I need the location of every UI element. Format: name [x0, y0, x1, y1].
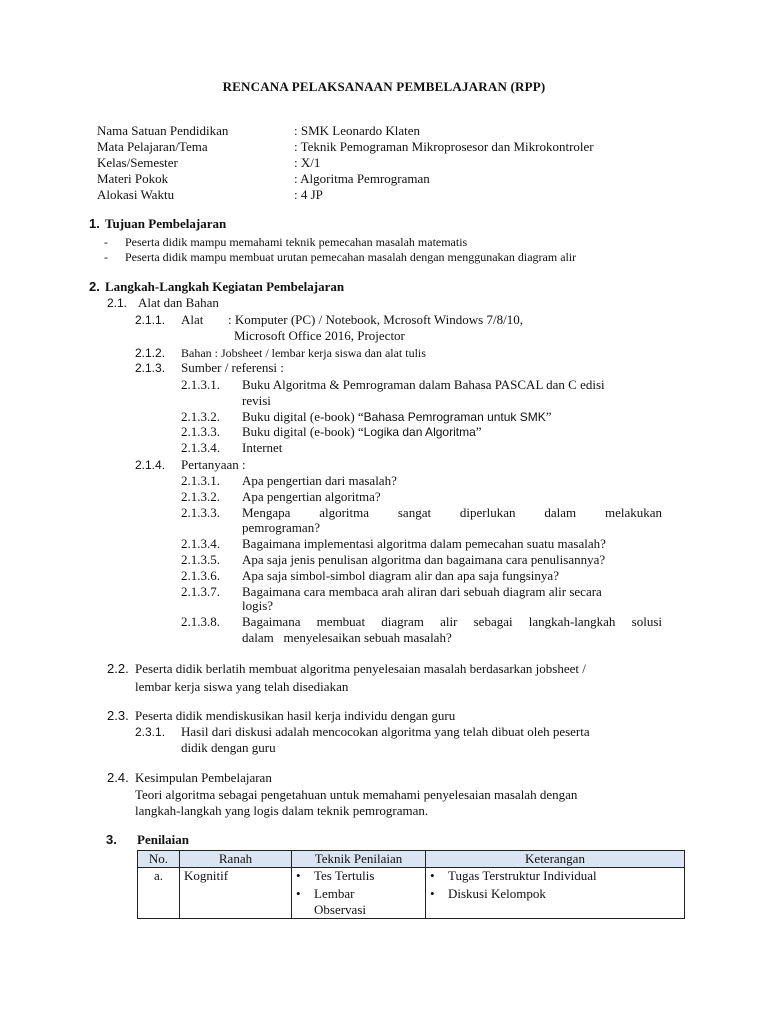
section231-line-1: Hasil dari diskusi adalah mencocokan algoritma yang telah dibuat oleh peserta: [181, 724, 590, 739]
sumber-3-title: Logika dan Algoritma: [363, 425, 476, 439]
cell-ranah: Kognitif: [180, 868, 292, 919]
pertanyaan-7-line-2: logis?: [242, 598, 274, 613]
bullet-icon: •: [296, 886, 301, 901]
pertanyaan-7-number: 2.1.3.7.: [181, 584, 220, 599]
cell-teknik: [292, 868, 426, 919]
alat-line-1: : Komputer (PC) / Notebook, Mcrosoft Windows 7/8/10,: [228, 312, 523, 327]
sumber-2-title: Bahasa Pemrograman untuk SMK: [363, 410, 546, 424]
pertanyaan-8-line-2: dalam menyelesaikan sebuah masalah?: [242, 630, 452, 645]
sumber-3-text: [242, 424, 482, 440]
pertanyaan-5-number: 2.1.3.5.: [181, 552, 220, 567]
section24-line-1: Kesimpulan Pembelajaran: [135, 770, 272, 785]
pertanyaan-7-line-1: Bagaimana cara membaca arah aliran dari sebuah diagram alir secara: [242, 584, 602, 599]
bullet-icon: •: [430, 868, 435, 883]
pertanyaan-number: 2.1.4.: [135, 458, 166, 472]
sumber-number: 2.1.3.: [135, 361, 166, 375]
pertanyaan-1-text: Apa pengertian dari masalah?: [242, 473, 397, 488]
sumber-2-pre: Buku digital (e-book) “: [242, 409, 364, 424]
pertanyaan-5-text: Apa saja jenis penulisan algoritma dan bagaimana cara penulisannya?: [242, 552, 606, 567]
pertanyaan-3-number: 2.1.3.3.: [181, 505, 220, 520]
keterangan-item-2: [430, 886, 680, 902]
section22-number: 2.2.: [107, 661, 129, 676]
section1-number: 1.: [89, 216, 100, 231]
sumber-text: Sumber / referensi :: [181, 360, 284, 375]
sumber-2-text: [242, 409, 552, 425]
table-row: [138, 868, 685, 919]
alat-number: 2.1.1.: [135, 313, 166, 327]
section231-number: 2.3.1.: [135, 725, 166, 739]
assessment-table: [137, 850, 685, 919]
bullet-icon: •: [296, 868, 301, 883]
identity-label-class: Kelas/Semester: [97, 155, 178, 170]
pertanyaan-text: Pertanyaan :: [181, 457, 246, 472]
identity-value-class: : X/1: [294, 155, 321, 170]
section22-line-2: lembar kerja siswa yang telah disediakan: [135, 679, 349, 694]
section1-item-2: Peserta didik mampu membuat urutan pemecahan masalah dengan menggunakan diagram alir: [125, 250, 577, 264]
cell-keterangan: [426, 868, 685, 919]
identity-value-subject: : Teknik Pemograman Mikroprosesor dan Mikrokontroler: [294, 139, 594, 154]
document-title: RENCANA PELAKSANAAN PEMBELAJARAN (RPP): [222, 79, 546, 94]
section22-line-1: Peserta didik berlatih membuat algoritma penyelesaian masalah berdasarkan jobsheet /: [135, 661, 586, 676]
pertanyaan-6-number: 2.1.3.6.: [181, 568, 220, 583]
section1-heading: Tujuan Pembelajaran: [105, 216, 227, 231]
identity-label-school: Nama Satuan Pendidikan: [97, 123, 229, 138]
section1-dash-2: -: [104, 250, 108, 264]
identity-label-time: Alokasi Waktu: [97, 187, 175, 202]
table-header-row: [138, 851, 685, 868]
identity-label-subject: Mata Pelajaran/Tema: [97, 139, 208, 154]
identity-value-school: : SMK Leonardo Klaten: [294, 123, 421, 138]
section23-line-1: Peserta didik mendiskusikan hasil kerja individu dengan guru: [135, 708, 456, 723]
keterangan-item-1: [430, 868, 680, 884]
section2-number: 2.: [89, 279, 100, 294]
identity-value-time: : 4 JP: [294, 187, 323, 202]
section3-number: 3.: [106, 832, 117, 847]
sumber-2-post: ”: [545, 409, 552, 424]
section21-number: 2.1.: [107, 296, 128, 310]
keterangan-text-1: Tugas Terstruktur Individual: [448, 868, 597, 883]
bahan-number: 2.1.2.: [135, 346, 166, 360]
section24-body-2: langkah-langkah yang logis dalam teknik pemrograman.: [135, 803, 429, 818]
pertanyaan-2-number: 2.1.3.2.: [181, 489, 220, 504]
header-no: No.: [138, 851, 180, 868]
pertanyaan-6-text: Apa saja simbol-simbol diagram alir dan apa saja fungsinya?: [242, 568, 559, 583]
sumber-1-line-2: revisi: [242, 393, 271, 408]
section1-dash-1: -: [104, 235, 108, 249]
identity-value-topic: : Algoritma Pemrograman: [294, 171, 430, 186]
pertanyaan-2-text: Apa pengertian algoritma?: [242, 489, 381, 504]
sumber-3-post: ”: [475, 424, 482, 439]
teknik-text-1: Tes Tertulis: [314, 868, 375, 883]
pertanyaan-1-number: 2.1.3.1.: [181, 473, 220, 488]
pertanyaan-4-text: Bagaimana implementasi algoritma dalam pemecahan suatu masalah?: [242, 536, 606, 551]
pertanyaan-3-line-2: pemrograman?: [242, 520, 320, 535]
section23-number: 2.3.: [107, 708, 129, 723]
pertanyaan-8-line-1: Bagaimana membuat diagram alir sebagai langkah-langkah solusi: [242, 614, 662, 629]
section24-number: 2.4.: [107, 770, 129, 785]
teknik-item-1: [296, 868, 421, 884]
sumber-4-text: Internet: [242, 440, 283, 455]
section2-heading: Langkah-Langkah Kegiatan Pembelajaran: [105, 279, 345, 294]
sumber-2-number: 2.1.3.2.: [181, 409, 220, 424]
pertanyaan-3-line-1: Mengapa algoritma sangat diperlukan dalam melakukan: [242, 505, 662, 520]
header-teknik: Teknik Penilaian: [292, 851, 426, 868]
alat-line-2: Microsoft Office 2016, Projector: [234, 328, 405, 343]
sumber-1-line-1: Buku Algoritma & Pemrograman dalam Bahasa PASCAL dan C edisi: [242, 377, 605, 392]
keterangan-text-2: Diskusi Kelompok: [448, 886, 546, 901]
sumber-1-number: 2.1.3.1.: [181, 377, 220, 392]
section3-heading: Penilaian: [137, 832, 190, 847]
identity-label-topic: Materi Pokok: [97, 171, 169, 186]
section1-item-1: Peserta didik mampu memahami teknik pemecahan masalah matematis: [125, 235, 468, 249]
teknik-text-2: Lembar Observasi: [314, 886, 366, 917]
bahan-text: Bahan : Jobsheet / lembar kerja siswa dan alat tulis: [181, 346, 426, 360]
sumber-3-pre: Buku digital (e-book) “: [242, 424, 364, 439]
sumber-3-number: 2.1.3.3.: [181, 424, 220, 439]
teknik-item-2: [296, 886, 421, 918]
section21-text: Alat dan Bahan: [138, 295, 219, 310]
section231-line-2: didik dengan guru: [181, 740, 276, 755]
sumber-4-number: 2.1.3.4.: [181, 440, 220, 455]
header-ranah: Ranah: [180, 851, 292, 868]
pertanyaan-4-number: 2.1.3.4.: [181, 536, 220, 551]
pertanyaan-8-number: 2.1.3.8.: [181, 614, 220, 629]
header-keterangan: Keterangan: [426, 851, 685, 868]
section24-body-1: Teori algoritma sebagai pengetahuan untuk memahami penyelesaian masalah dengan: [135, 787, 578, 802]
alat-label: Alat: [181, 312, 204, 327]
bullet-icon: •: [430, 886, 435, 901]
cell-no: a.: [138, 868, 180, 919]
